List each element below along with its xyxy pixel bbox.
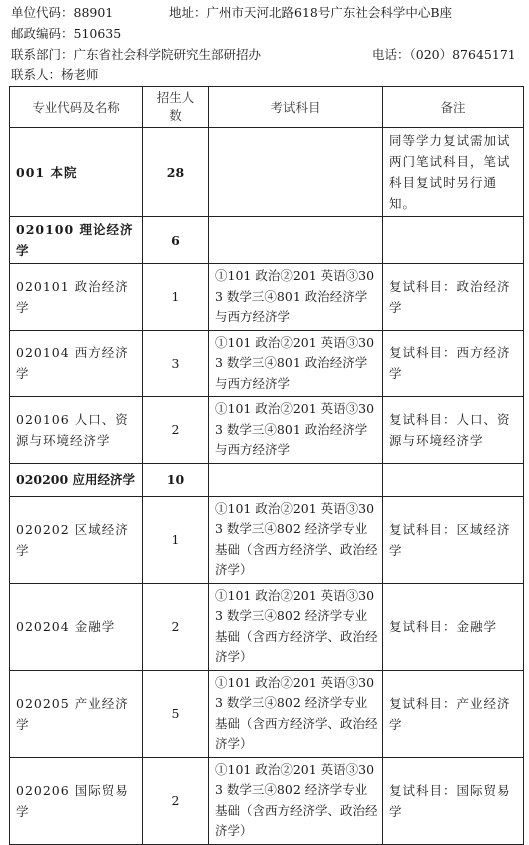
note-cell: 复试科目：政治经济学 — [383, 264, 524, 331]
subjects-cell: ①101 政治②201 英语③303 数学三④801 政治经济学与西方经济学 — [209, 397, 383, 464]
subjects-cell: ①101 政治②201 英语③303 数学三④801 政治经济学与西方经济学 — [209, 264, 383, 331]
major-cell: 020202 区域经济学 — [10, 496, 143, 583]
contact-person: 联系人：杨老师 — [11, 67, 99, 82]
subjects-cell: ①101 政治②201 英语③303 数学三④802 经济学专业基础（含西方经济学、政治经济学） — [209, 670, 383, 757]
count-cell: 5 — [143, 670, 209, 757]
note-cell — [383, 217, 524, 264]
col-header-count: 招生人数 — [143, 87, 209, 128]
major-cell: 020106 人口、资源与环境经济学 — [10, 397, 143, 464]
note-cell: 复试科目：人口、资源与环境经济学 — [383, 397, 524, 464]
subjects-cell — [209, 217, 383, 264]
note-cell: 复试科目：西方经济学 — [383, 330, 524, 397]
unit-code: 单位代码：88901 — [11, 5, 114, 20]
note-cell: 复试科目：国际贸易学 — [383, 757, 524, 844]
count-cell: 1 — [143, 496, 209, 583]
note-cell — [383, 463, 524, 496]
note-cell: 同等学力复试需加试两门笔试科目，笔试科目复试时另行通知。 — [383, 128, 524, 217]
address: 地址：广州市天河北路618号广东社会科学中心B座 — [169, 5, 453, 20]
count-cell: 1 — [143, 264, 209, 331]
header-line-3 — [11, 45, 516, 63]
major-cell: 020104 西方经济学 — [10, 330, 143, 397]
count-cell: 10 — [143, 463, 209, 496]
major-cell: 020100 理论经济学 — [10, 217, 143, 264]
subjects-cell: ①101 政治②201 英语③303 数学三④801 政治经济学与西方经济学 — [209, 330, 383, 397]
count-cell: 3 — [143, 330, 209, 397]
table-header-row — [10, 87, 524, 128]
table-row — [10, 583, 524, 670]
major-cell: 020204 金融学 — [10, 583, 143, 670]
major-cell: 001 本院 — [10, 128, 143, 217]
phone: 电话：（020）87645171 — [372, 47, 516, 62]
count-cell: 28 — [143, 128, 209, 217]
subjects-cell: ①101 政治②201 英语③303 数学三④802 经济学专业基础（含西方经济学、政治经济学） — [209, 757, 383, 844]
table-row — [10, 463, 524, 496]
table-row — [10, 397, 524, 464]
table-row — [10, 128, 524, 217]
department: 联系部门：广东省社会科学院研究生部研招办 — [11, 47, 262, 62]
note-cell: 复试科目：金融学 — [383, 583, 524, 670]
col-header-major: 专业代码及名称 — [10, 87, 143, 128]
postal-code: 邮政编码：510635 — [11, 26, 122, 41]
count-cell: 2 — [143, 397, 209, 464]
table-row — [10, 217, 524, 264]
col-header-note: 备注 — [383, 87, 524, 128]
subjects-cell: ①101 政治②201 英语③303 数学三④802 经济学专业基础（含西方经济学、政治经济学） — [209, 583, 383, 670]
subjects-cell: ①101 政治②201 英语③303 数学三④802 经济学专业基础（含西方经济学、政治经济学） — [209, 496, 383, 583]
table-row — [10, 757, 524, 844]
count-cell: 6 — [143, 217, 209, 264]
contact-header — [0, 0, 529, 86]
major-cell: 020200 应用经济学 — [10, 463, 143, 496]
major-cell: 020205 产业经济学 — [10, 670, 143, 757]
note-cell: 复试科目：产业经济学 — [383, 670, 524, 757]
header-line-1 — [11, 3, 453, 21]
table-row — [10, 670, 524, 757]
major-cell: 020101 政治经济学 — [10, 264, 143, 331]
subjects-cell — [209, 128, 383, 217]
table-row — [10, 264, 524, 331]
note-cell: 复试科目：区域经济学 — [383, 496, 524, 583]
major-cell: 020206 国际贸易学 — [10, 757, 143, 844]
count-cell: 2 — [143, 583, 209, 670]
col-header-subjects: 考试科目 — [209, 87, 383, 128]
table-row — [10, 330, 524, 397]
subjects-cell — [209, 463, 383, 496]
admissions-table — [9, 86, 524, 845]
count-cell: 2 — [143, 757, 209, 844]
table-row — [10, 496, 524, 583]
